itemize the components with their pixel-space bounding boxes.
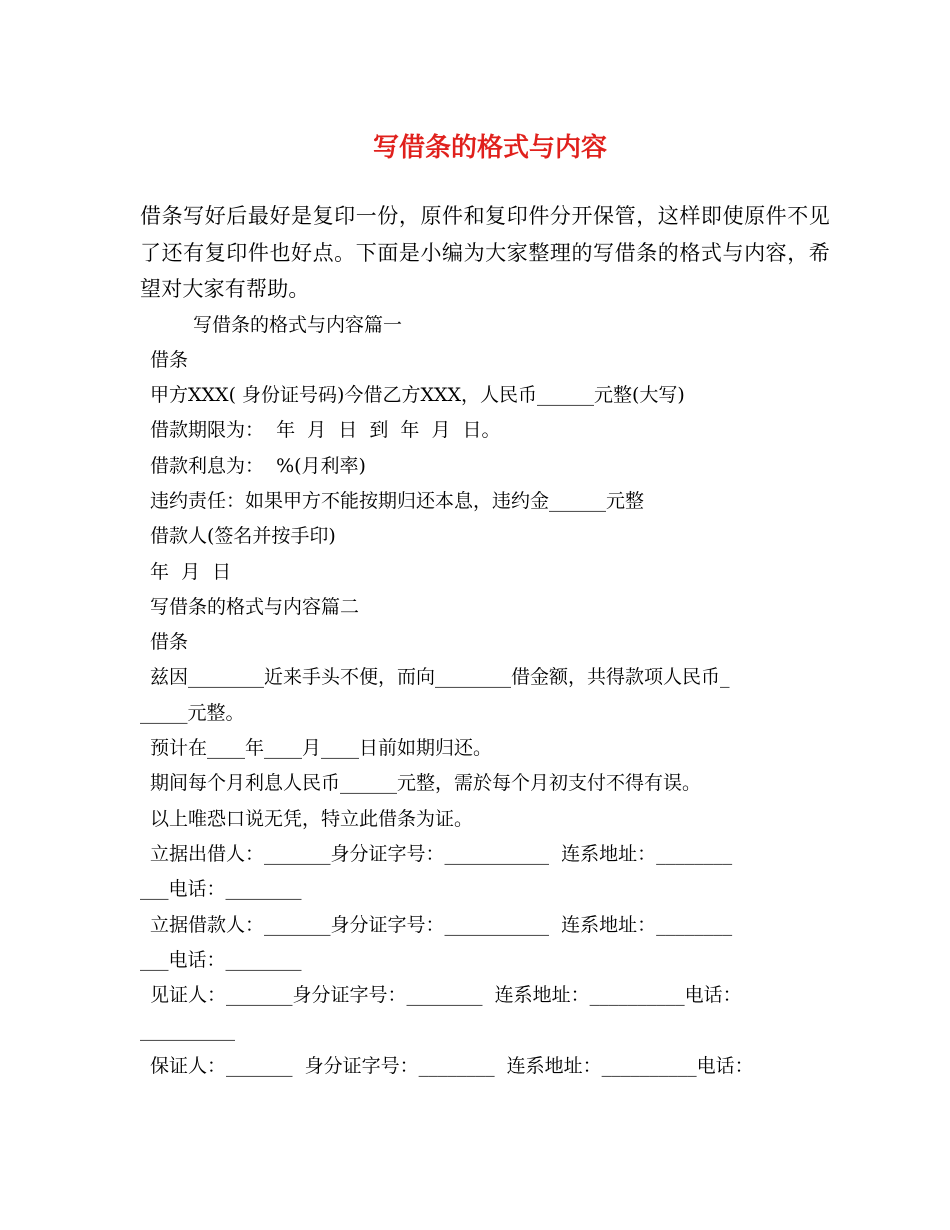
document-title: 写借条的格式与内容 — [372, 133, 607, 163]
body-line: 借款人(签名并按手印) — [150, 525, 336, 548]
body-line: 甲方XXX( 身份证号码)今借乙方XXX，人民币______元整(大写) — [150, 384, 685, 407]
lender-info-continued: ___电话：________ — [140, 878, 302, 901]
body-line: 以上唯恐口说无凭，特立此借条为证。 — [150, 807, 474, 830]
witness-info-line: 见证人：_______身分证字号：________ 连系地址：__________电话： — [150, 984, 742, 1007]
body-line: 期间每个月利息人民币______元整，需於每个月初支付不得有误。 — [150, 772, 702, 795]
body-line: 借款期限为： 年 月 日 到 年 月 日。 — [150, 419, 501, 442]
date-line: 年 月 日 — [150, 560, 232, 583]
intro-paragraph: 借条写好后最好是复印一份，原件和复印件分开保管，这样即使原件不见了还有复印件也好点。下面是小编为大家整理的写借条的格式与内容，希望对大家有帮助。 — [140, 204, 830, 301]
lender-info-line: 立据出借人：_______身分证字号：___________ 连系地址：________ — [150, 842, 733, 865]
section-heading-1: 写借条的格式与内容篇一 — [193, 313, 403, 336]
witness-info-continued: __________ — [140, 1019, 235, 1042]
guarantor-info-line: 保证人：_______ 身分证字号：________ 连系地址：__________电话： — [150, 1054, 754, 1077]
borrower-info-line: 立据借款人：_______身分证字号：___________ 连系地址：________ — [150, 913, 733, 936]
body-line: 违约责任：如果甲方不能按期归还本息，违约金______元整 — [150, 489, 645, 512]
borrower-info-continued: ___电话：________ — [140, 948, 302, 971]
body-line-continued: _____元整。 — [140, 701, 245, 724]
body-line: 预计在____年____月____日前如期归还。 — [150, 737, 493, 760]
body-line: 借款利息为： %(月利率) — [150, 454, 366, 477]
section-heading-2: 写借条的格式与内容篇二 — [150, 595, 360, 618]
iou-heading-2: 借条 — [150, 631, 189, 654]
iou-heading-1: 借条 — [150, 348, 189, 371]
body-line: 兹因________近来手头不便，而向________借金额，共得款项人民币_ — [150, 666, 730, 689]
